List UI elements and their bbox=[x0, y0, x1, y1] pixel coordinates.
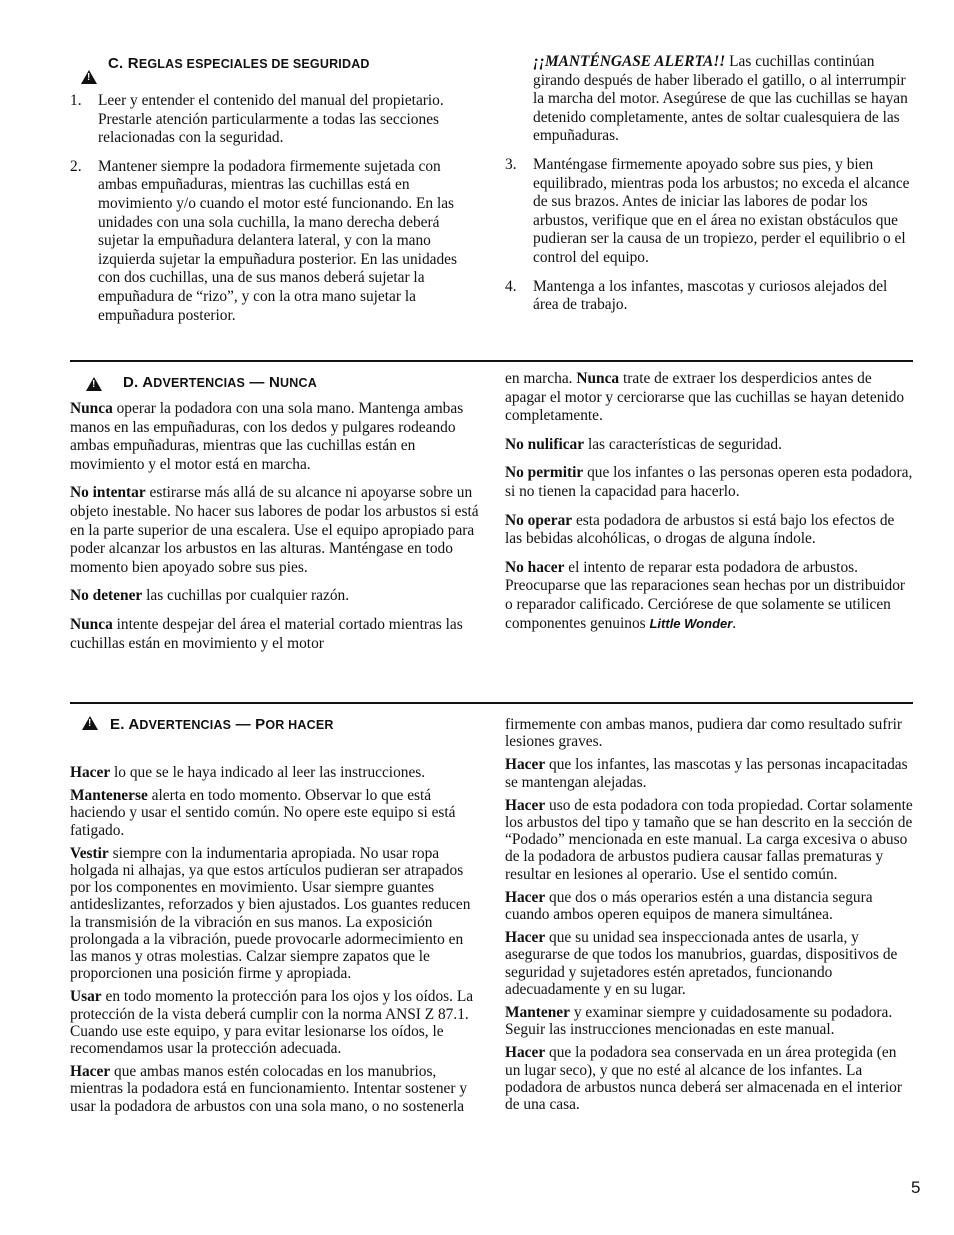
paragraph: No hacer el intento de reparar esta podadora de arbustos. Preocuparse que las reparaciones sean hechas por un distribuidor o reparador calificado. Cerciórese de que solamente se utilicen componentes genuinos Little Wonder. bbox=[505, 558, 906, 632]
section-c-left-column bbox=[70, 92, 480, 335]
list-item: 2. Mantener siempre la podadora firmemente sujetada con ambas empuñaduras, mientras las cuchillas está en movimiento y/o cuando el motor esté funcionando. En las unidades con una sola cuchilla, la mano derecha deberá sujetar la empuñadura delantera lateral, y con la mano izquierda sujetar la empuñadura posterior. En las unidades con dos cuchillas, una de sus manos deberá sujetar la empuñadura de “rizo”, y con la otra mano sujetar la empuñadura posterior. bbox=[70, 157, 457, 324]
section-e-left-column bbox=[70, 764, 480, 1121]
section-d-right-column bbox=[505, 370, 915, 643]
paragraph: Hacer que ambas manos estén colocadas en los manubrios, mientras la podadora está en funcionamiento. Intentar sostener y usar la podadora de arbustos con una sola mano, o no sostenerla bbox=[70, 1063, 468, 1115]
paragraph: Hacer que su unidad sea inspeccionada antes de usarla, y asegurarse de que todos los manubrios, guardas, dispositivos de seguridad y sujetadores estén apretados, funcionando adecuadamente y en su lugar. bbox=[505, 929, 898, 998]
brand-name: Little Wonder bbox=[649, 615, 733, 631]
paragraph: Hacer que la podadora sea conservada en un área protegida (en un lugar seco), y que no esté al alcance de los infantes. La podadora de arbustos nunca deberá ser almacenada en el interior de una casa. bbox=[505, 1044, 902, 1114]
paragraph: Mantenerse alerta en todo momento. Observar lo que está haciendo y usar el sentido común. No opere este equipo si está fatigado. bbox=[70, 787, 456, 839]
paragraph: Nunca intente despejar del área el material cortado mientras las cuchillas están en movimiento y el motor bbox=[70, 615, 463, 652]
section-e-right-column bbox=[505, 716, 915, 1119]
paragraph: No nulificar las características de seguridad. bbox=[505, 435, 782, 453]
paragraph: Vestir siempre con la indumentaria apropiada. No usar ropa holgada ni alhajas, ya que estos artículos pudieran ser atrapados por los componentes en movimiento. Usar siempre guantes antideslizantes, reforzados y bien ajustados. Los guantes reducen la transmisión de la vibración en sus manos. La exposición prolongada a la vibración, puede provocarle adormecimiento en las manos y otras molestias. Calzar siempre zapatos que le proporcionen una posición firme y apropiada. bbox=[70, 844, 471, 983]
section-d-heading: D. ADVERTENCIAS — NUNCA bbox=[123, 374, 317, 391]
warning-triangle-icon bbox=[81, 70, 97, 84]
list-item: 1. Leer y entender el contenido del manual del propietario. Prestarle atención particularmente a todas las secciones relacionadas con la seguridad. bbox=[70, 92, 444, 147]
warning-triangle-icon bbox=[86, 377, 102, 391]
paragraph: Hacer lo que se le haya indicado al leer las instrucciones. bbox=[70, 764, 426, 781]
paragraph: No detener las cuchillas por cualquier razón. bbox=[70, 587, 350, 605]
section-divider bbox=[70, 702, 913, 704]
page-number: 5 bbox=[911, 1178, 921, 1197]
section-c-heading: C. REGLAS ESPECIALES DE SEGURIDAD bbox=[108, 55, 370, 72]
warning-triangle-icon bbox=[82, 716, 98, 730]
paragraph: No intentar estirarse más allá de su alcance ni apoyarse sobre un objeto inestable. No hacer sus labores de podar los arbustos si está en la parte superior de una escalera. Use el equipo apropiado para poder alcanzar los arbustos en las alturas. Manténgase en todo momento bien apoyado sobre sus pies. bbox=[70, 484, 479, 576]
paragraph: Hacer que los infantes, las mascotas y las personas incapacitadas se mantengan alejadas. bbox=[505, 756, 908, 791]
paragraph: Hacer que dos o más operarios estén a una distancia segura cuando ambos operen equipos de manera simultánea. bbox=[505, 888, 873, 924]
section-c-right-column bbox=[505, 53, 915, 325]
section-divider bbox=[70, 360, 913, 362]
section-d-left-column bbox=[70, 400, 480, 663]
paragraph: firmemente con ambas manos, pudiera dar como resultado sufrir lesiones graves. bbox=[505, 716, 903, 751]
paragraph: No operar esta podadora de arbustos si está bajo los efectos de las bebidas alcohólicas, o drogas de alguna índole. bbox=[505, 511, 895, 548]
paragraph: No permitir que los infantes o las personas operen esta podadora, si no tienen la capacidad para hacerlo. bbox=[505, 464, 913, 500]
list-item: 4. Mantenga a los infantes, mascotas y curiosos alejados del área de trabajo. bbox=[505, 277, 888, 314]
paragraph: en marcha. Nunca trate de extraer los desperdicios antes de apagar el motor y cerciorarse que las cuchillas se hayan detenido completamente. bbox=[505, 370, 905, 425]
paragraph: Usar en todo momento la protección para los ojos y los oídos. La protección de la vista deberá cumplir con la norma ANSI Z 87.1. Cuando use este equipo, y para evitar lesionarse los oídos, le recomendamos usar la protección adecuada. bbox=[70, 988, 474, 1058]
paragraph: Hacer uso de esta podadora con toda propiedad. Cortar solamente los arbustos del tipo y tamaño que se han descrito en la sección de “Podado” mencionada en este manual. La carga excesiva o abuso de la podadora de arbustos pudiera causar fallas prematuras y resultar en lesiones al operario. Use el sentido común. bbox=[505, 796, 913, 883]
list-item: 3. Manténgase firmemente apoyado sobre sus pies, y bien equilibrado, mientras poda los arbustos; no exceda el alcance de sus brazos. Antes de iniciar las labores de podar los arbustos, verifique que en el área no existan obstáculos que pudieran ser la causa de un tropiezo, perder el equilibrio o el control del equipo. bbox=[505, 155, 910, 266]
alert-paragraph: ¡¡MANTÉNGASE ALERTA!! Las cuchillas continúan girando después de haber liberado el gatillo, o al interrumpir la marcha del motor. Asegúrese de que las cuchillas se hayan detenido completamente, antes de soltar cualesquiera de las empuñaduras. bbox=[533, 53, 908, 145]
paragraph: Mantener y examinar siempre y cuidadosamente su podadora. Seguir las instrucciones mencionadas en este manual. bbox=[505, 1004, 893, 1039]
paragraph: Nunca operar la podadora con una sola mano. Mantenga ambas manos en las empuñaduras, con los dedos y pulgares rodeando ambas empuñaduras, mientras que las cuchillas están en movimiento y el motor está en marcha. bbox=[70, 400, 464, 473]
section-e-heading: E. ADVERTENCIAS — POR HACER bbox=[110, 716, 334, 733]
